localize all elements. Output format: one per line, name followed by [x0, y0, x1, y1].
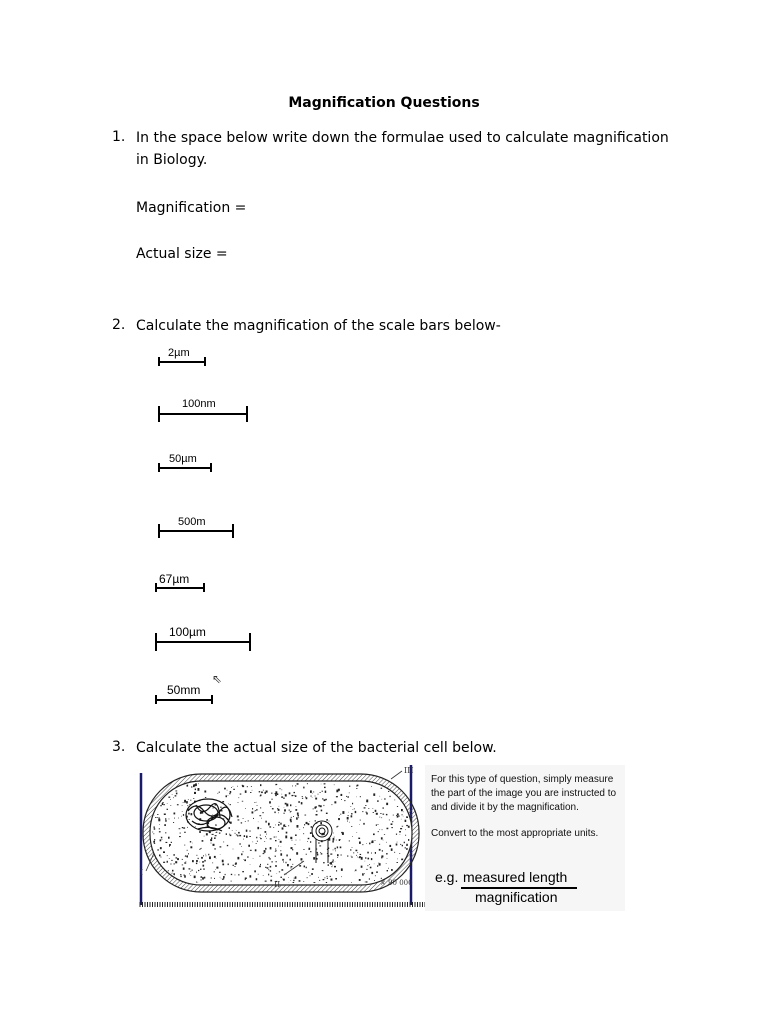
info-line-2: the part of the image you are instructed to [431, 788, 617, 799]
question-2-number: 2. [112, 317, 126, 333]
scale-bar-label: 100nm [182, 398, 216, 410]
scale-bar-67um [155, 572, 207, 594]
question-1-text-line2: in Biology. [136, 152, 208, 168]
question-3-text: Calculate the actual size of the bacterial cell below. [136, 740, 497, 756]
scale-bar-500m [158, 516, 236, 540]
scale-bar-label: 50mm [167, 683, 201, 697]
scale-bar-50mm [155, 683, 215, 705]
label-ii: II [274, 880, 281, 889]
actual-size-formula-field: Actual size = [136, 246, 228, 262]
scale-bar-label: 50µm [169, 453, 197, 465]
page-title: Magnification Questions [288, 95, 480, 111]
magnification-formula-field: Magnification = [136, 200, 247, 216]
label-iii: III [404, 766, 414, 775]
scale-bar-label: 2µm [168, 347, 190, 359]
scale-bar-2um [158, 347, 208, 367]
info-line-3: and divide it by the magnification. [431, 802, 579, 813]
scale-bar-100nm [158, 398, 250, 424]
magnification-label: × 90 000 [380, 879, 413, 887]
scale-bar-label: 100µm [169, 625, 206, 639]
scale-bar-100um [155, 625, 253, 653]
formula-denominator: magnification [475, 889, 558, 905]
bacterial-cell-figure [136, 763, 438, 908]
question-1-text-line1: In the space below write down the formulae used to calculate magnification [136, 130, 669, 146]
label-i: I [140, 868, 144, 877]
scale-bar-label: 500m [178, 516, 206, 528]
info-line-4: Convert to the most appropriate units. [431, 828, 599, 839]
question-1-number: 1. [112, 129, 126, 145]
cursor-icon: ⇖ [212, 672, 223, 686]
formula-numerator: measured length [463, 869, 568, 885]
question-2-text: Calculate the magnification of the scale bars below- [136, 318, 501, 334]
info-panel [425, 765, 625, 911]
info-line-1: For this type of question, simply measure [431, 774, 614, 785]
question-3-number: 3. [112, 739, 126, 755]
scale-bar-50um [158, 453, 214, 473]
scale-bar-label: 67µm [159, 572, 190, 586]
example-prefix: e.g. [435, 869, 459, 885]
